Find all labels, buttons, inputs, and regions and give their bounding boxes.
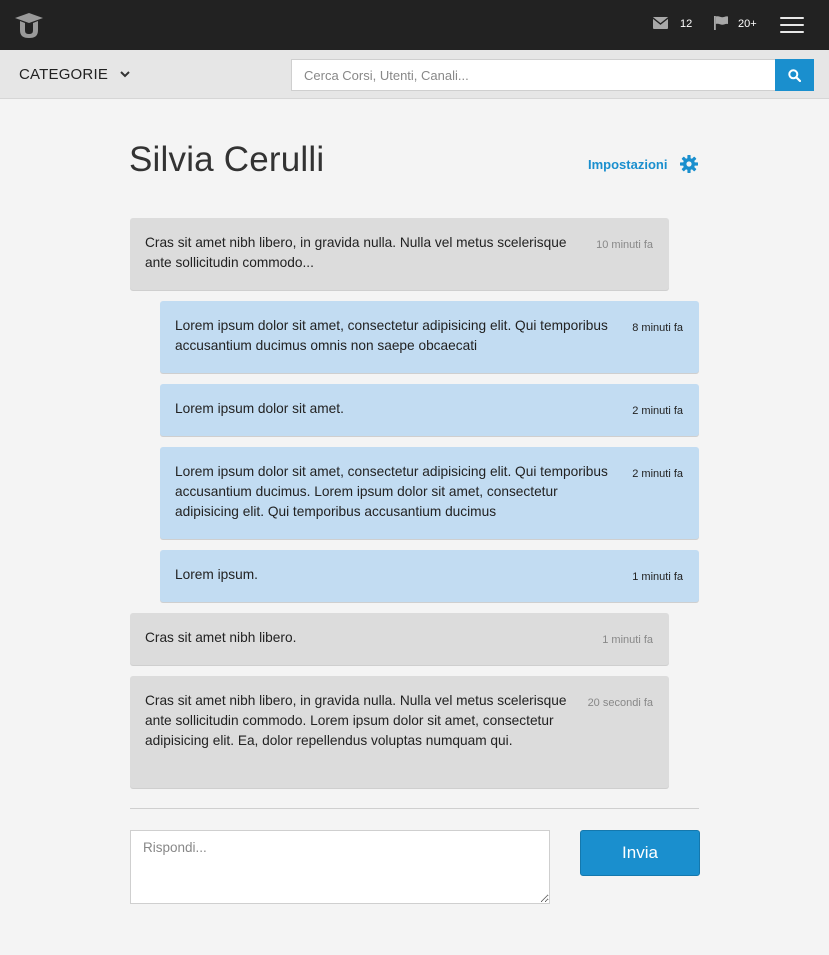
message-timestamp: 2 minuti fa xyxy=(632,405,683,417)
flag-icon xyxy=(714,16,728,30)
message-bubble-received xyxy=(130,218,669,290)
top-navbar xyxy=(0,0,829,50)
message-timestamp: 10 minuti fa xyxy=(596,239,653,251)
search-bar-row xyxy=(0,50,829,99)
categories-label: CATEGORIE xyxy=(19,66,109,83)
message-bubble-sent xyxy=(160,384,699,436)
message-bubble-sent xyxy=(160,550,699,602)
message-text: Cras sit amet nibh libero, in gravida nulla. Nulla vel metus scelerisque ante sollicitudin commodo... xyxy=(145,235,567,270)
gear-icon xyxy=(680,155,698,173)
notifications-count-badge: 20+ xyxy=(738,18,757,30)
message-text: Lorem ipsum dolor sit amet, consectetur adipisicing elit. Qui temporibus accusantium ducimus. Lorem ipsum dolor sit amet, consectetur adipisicing elit. Qui temporibus accusantium ducimus xyxy=(175,464,608,519)
divider xyxy=(130,808,699,809)
message-text: Cras sit amet nibh libero. xyxy=(145,630,297,645)
message-text: Cras sit amet nibh libero, in gravida nulla. Nulla vel metus scelerisque ante sollicitudin commodo. Lorem ipsum dolor sit amet, consectetur adipisicing elit. Ea, dolor repellendus voluptas numquam qui. xyxy=(145,693,567,748)
graduation-cap-u-logo[interactable] xyxy=(14,11,44,39)
message-text: Lorem ipsum. xyxy=(175,567,258,582)
message-timestamp: 20 secondi fa xyxy=(587,697,653,709)
message-timestamp: 2 minuti fa xyxy=(632,468,683,480)
categories-dropdown[interactable] xyxy=(19,66,130,83)
chevron-down-icon xyxy=(120,71,130,78)
message-text: Lorem ipsum dolor sit amet. xyxy=(175,401,344,416)
messages-count-badge: 12 xyxy=(680,18,693,30)
reply-textarea[interactable] xyxy=(130,830,550,904)
message-timestamp: 1 minuti fa xyxy=(602,634,653,646)
message-timestamp: 1 minuti fa xyxy=(632,571,683,583)
send-button[interactable]: Invia xyxy=(580,830,700,876)
search-button[interactable] xyxy=(775,59,814,91)
message-bubble-received xyxy=(130,676,669,788)
search-input[interactable] xyxy=(291,59,776,91)
conversation-title: Silvia Cerulli xyxy=(129,140,325,179)
message-bubble-sent xyxy=(160,447,699,539)
message-text: Lorem ipsum dolor sit amet, consectetur adipisicing elit. Qui temporibus accusantium ducimus omnis non saepe obcaecati xyxy=(175,318,608,353)
notifications-nav-item[interactable] xyxy=(714,16,757,30)
message-bubble-sent xyxy=(160,301,699,373)
settings-label: Impostazioni xyxy=(588,156,668,172)
message-bubble-received xyxy=(130,613,669,665)
settings-link[interactable] xyxy=(588,155,698,173)
message-timestamp: 8 minuti fa xyxy=(632,322,683,334)
hamburger-menu-icon[interactable] xyxy=(780,17,804,33)
messages-nav-item[interactable] xyxy=(653,16,692,30)
envelope-icon xyxy=(653,17,668,29)
search-icon xyxy=(788,69,801,82)
